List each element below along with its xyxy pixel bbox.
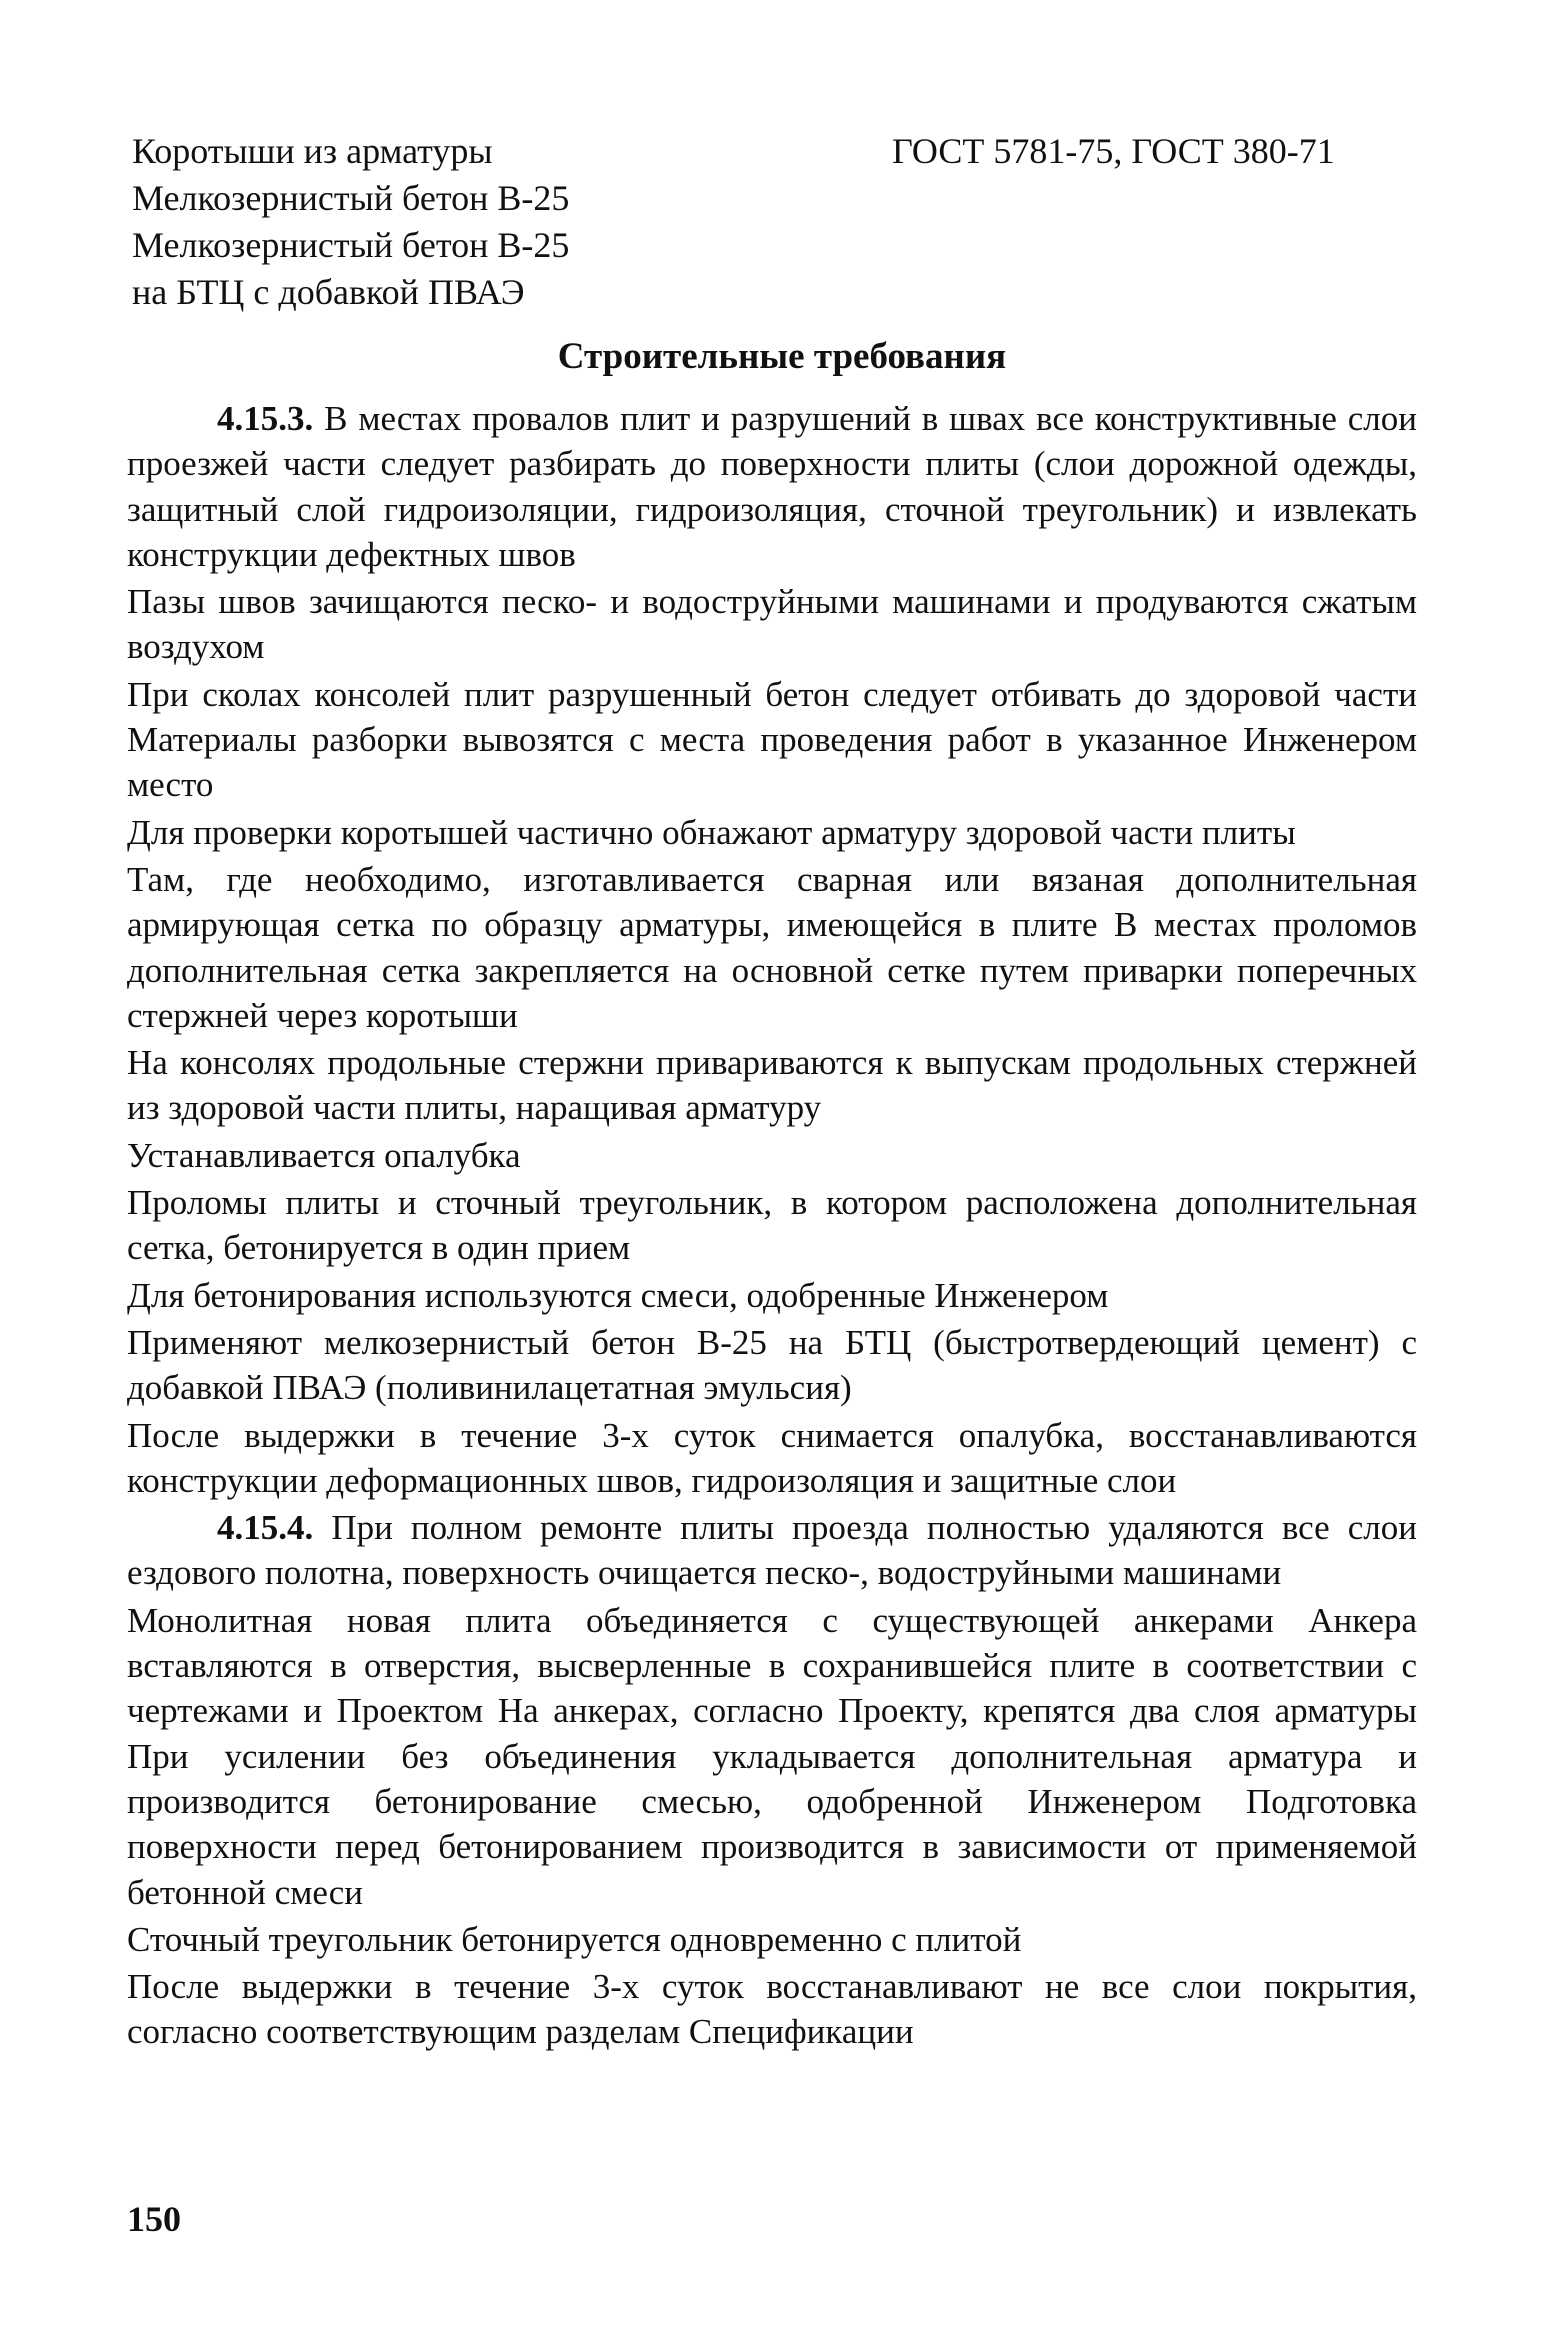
paragraph: После выдержки в течение 3-х суток снимается опалубка, восстанавливаются конструкции деформационных швов, гидроизоляция и защитные слои [127,1415,1417,1500]
paragraph: Пазы швов зачищаются песко- и водоструйными машинами и продуваются сжатым воздухом [127,582,1417,667]
spec-standard: ГОСТ 5781-75, ГОСТ 380-71 [892,131,1335,171]
paragraph-4-15-3 [127,396,1417,577]
paragraph: На консолях продольные стержни привариваются к выпускам продольных стержней из здоровой части плиты, наращивая арматуру [127,1043,1417,1128]
paragraph: При сколах консолей плит разрушенный бетон следует отбивать до здоровой части Материалы разборки вывозятся с места проведения работ в указанное Инженером место [127,674,1417,805]
page-number: 150 [127,2199,181,2239]
page-content [127,128,1417,2239]
paragraph: После выдержки в течение 3-х суток восстанавливают не все слои покрытия, согласно соответствующим разделам Спецификации [127,1967,1417,2052]
spec-material: Мелкозернистый бетон В-25 [132,225,570,265]
clause-number: 4.15.4. [217,1508,314,1548]
paragraph-text: В местах провалов плит и разрушений в швах все конструктивные слои проезжей части следует разбирать до поверхности плиты (слои дорожной одежды, защитный слой гидроизоляции, гидроизоляция, сточной треугольник) и извлекать конструкции дефектных швов [127,399,1417,574]
spec-row [127,175,1417,222]
spec-material: Мелкозернистый бетон В-25 [132,178,570,218]
paragraph: Там, где необходимо, изготавливается сварная или вязаная дополнительная армирующая сетка по образцу арматуры, имеющейся в плите В местах проломов дополнительная сетка закрепляется на основной сетке путем приварки поперечных стержней через коротыши [127,859,1417,1035]
section-heading: Строительные требования [557,336,1007,377]
spec-material: на БТЦ с добавкой ПВАЭ [132,272,525,312]
materials-spec-table [127,128,1417,318]
spec-row [127,269,1417,316]
paragraph: Для бетонирования используются смеси, одобренные Инженером [127,1275,1109,1315]
paragraph: Для проверки коротышей частично обнажают арматуру здоровой части плиты [127,812,1296,852]
spec-material: Коротыши из арматуры [132,131,493,171]
paragraph-text: При полном ремонте плиты проезда полностью удаляются все слои ездового полотна, поверхность очищается песко-, водоструйными машинами [127,1508,1417,1593]
spec-row [127,128,1417,175]
paragraph: Устанавливается опалубка [127,1135,521,1175]
paragraph: Проломы плиты и сточный треугольник, в котором расположена дополнительная сетка, бетонируется в один прием [127,1183,1417,1268]
paragraph: Применяют мелкозернистый бетон В-25 на БТЦ (быстротвердеющий цемент) с добавкой ПВАЭ (поливинилацетатная эмульсия) [127,1322,1417,1408]
spec-row [127,222,1417,269]
paragraph: Монолитная новая плита объединяется с существующей анкерами Анкера вставляются в отверстия, высверленные в сохранившейся плите в соответствии с чертежами и Проектом На анкерах, согласно Проекту, крепятся два слоя арматуры При усилении без объединения укладывается дополнительная арматура и производится бетонирование смесью, одобренной Инженером Подготовка поверхности перед бетонированием производится в зависимости от применяемой бетонной смеси [127,1600,1417,1912]
paragraph-4-15-4 [127,1505,1417,1596]
clause-number: 4.15.3. [217,399,314,438]
paragraph: Сточный треугольник бетонируется одновременно с плитой [127,1919,1022,1959]
body-text [127,396,1417,2055]
